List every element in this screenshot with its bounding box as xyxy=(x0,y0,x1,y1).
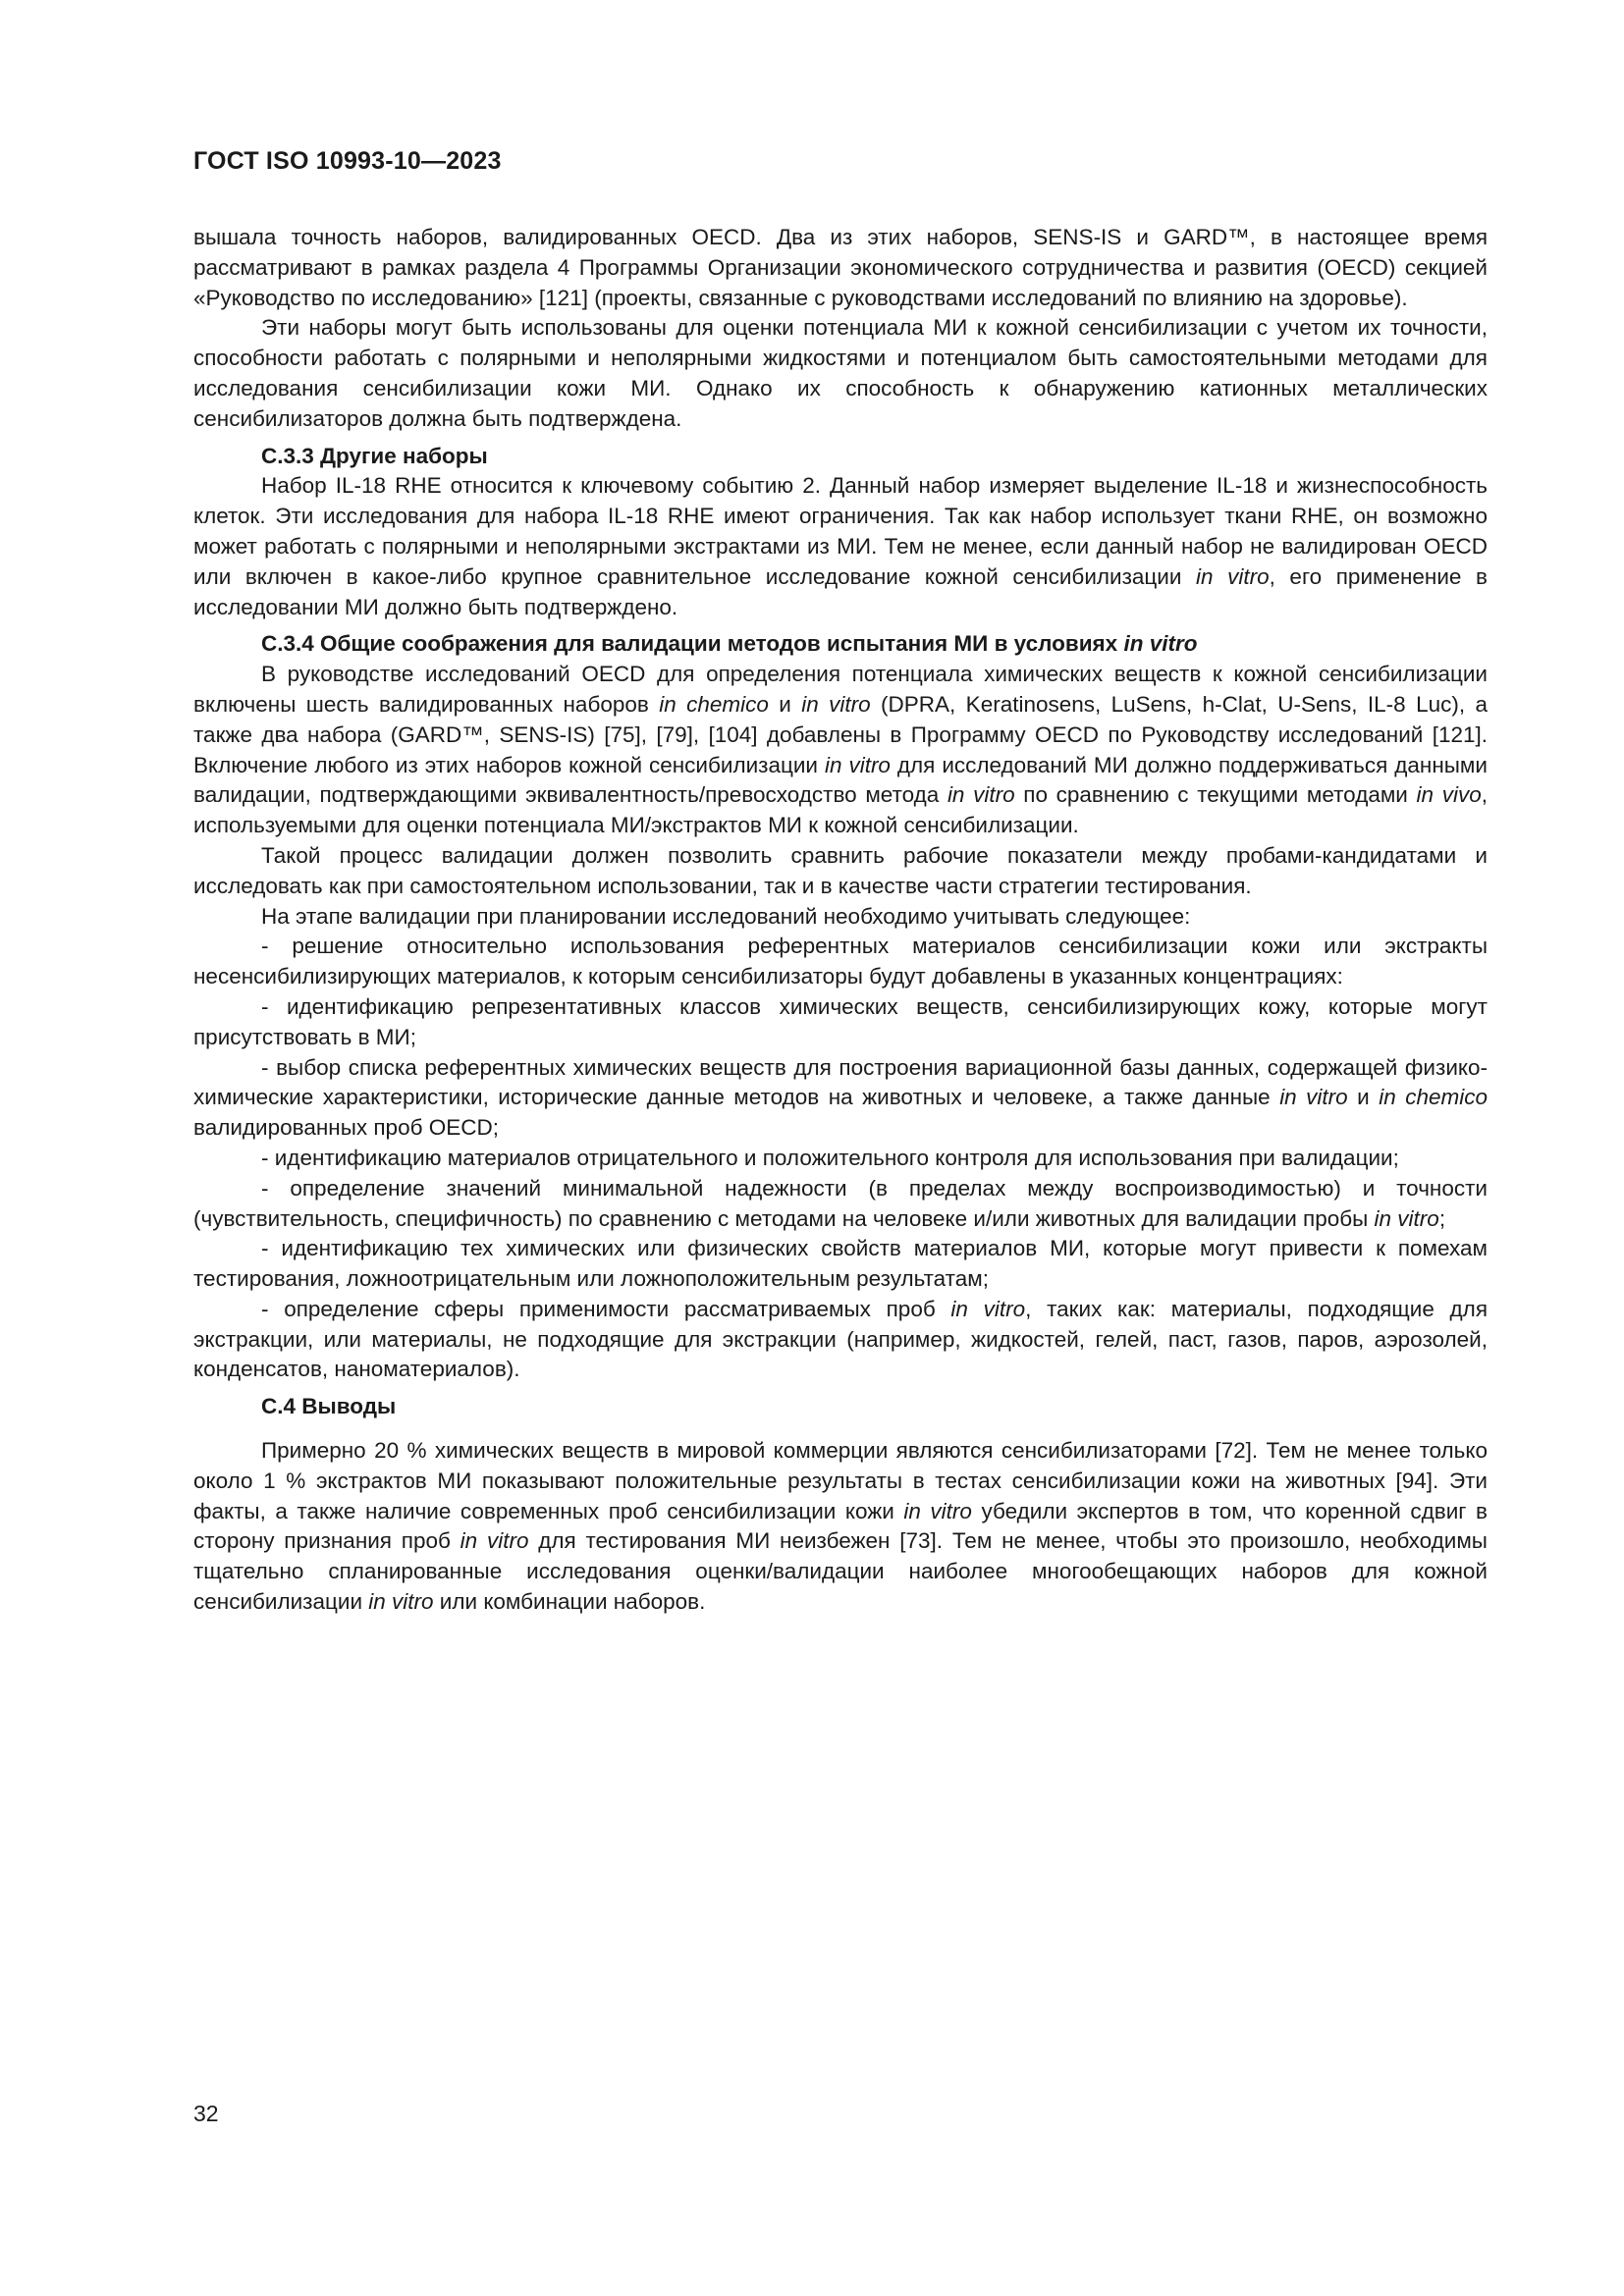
paragraph: Эти наборы могут быть использованы для оценки потенциала МИ к кожной сенсибилизации с учетом их точности, способности работать с полярными и неполярными жидкостями и потенциалом быть самостоятельными методами для исследования сенсибилизации кожи МИ. Однако их способность к обнаружению катионных металлических сенсибилизаторов должна быть подтверждена. xyxy=(193,315,1488,431)
section-heading-c4: С.4 Выводы xyxy=(261,1394,397,1419)
list-item: - идентификацию тех химических или физических свойств материалов МИ, которые могут привести к помехам тестирования, ложноотрицательным или ложноположительным результатам; xyxy=(193,1236,1488,1292)
list-item: - решение относительно использования референтных материалов сенсибилизации кожи или экстракты несенсибилизирующих материалов, к которым сенсибилизаторы будут добавлены в указанных концентрациях: xyxy=(193,934,1488,989)
paragraph: Такой процесс валидации должен позволить сравнить рабочие показатели между пробами-кандидатами и исследовать как при самостоятельном использовании, так и в качестве части стратегии тестирования. xyxy=(193,842,1488,898)
paragraph: вышала точность наборов, валидированных OECD. Два из этих наборов, SENS-IS и GARD™, в настоящее время рассматривают в рамках раздела 4 Программы Организации экономического сотрудничества и развития (OECD) секцией «Руководство по исследованию» [121] (проекты, связанные с руководствами исследований по влиянию на здоровье). xyxy=(193,225,1488,310)
paragraph: На этапе валидации при планировании исследований необходимо учитывать следующее: xyxy=(261,903,1191,929)
page-number: 32 xyxy=(193,2101,219,2126)
section-heading-c34: С.3.4 Общие соображения для валидации методов испытания МИ в условиях in vitro xyxy=(261,631,1198,657)
paragraph: Примерно 20 % химических веществ в мировой коммерции являются сенсибилизаторами [72]. Тем не менее только около 1 % экстрактов МИ показывают положительные результаты в тестах сенсибилизации кожи на животных [94]. Эти факты, а также наличие современных проб сенсибилизации кожи in vitro убедили экспертов в том, что коренной сдвиг в сторону признания проб in vitro для тестирования МИ неизбежен [73]. Тем не менее, чтобы это произошло, необходимы тщательно спланированные исследования оценки/валидации наиболее многообещающих наборов для кожной сенсибилизации in vitro или комбинации наборов. xyxy=(193,1438,1488,1615)
list-item: - определение значений минимальной надежности (в пределах между воспроизводимостью) и точности (чувствительность, специфичность) по сравнению с методами на человеке и/или животных для валидации пробы in vitro; xyxy=(193,1175,1488,1231)
list-item: - идентификацию репрезентативных классов химических веществ, сенсибилизирующих кожу, которые могут присутствовать в МИ; xyxy=(193,993,1488,1049)
section-heading-c33: С.3.3 Другие наборы xyxy=(261,443,488,468)
paragraph: В руководстве исследований OECD для определения потенциала химических веществ к кожной сенсибилизации включены шесть валидированных наборов in chemico и in vitro (DPRA, Keratinosens, LuSens, h-Clat, U-Sens, IL-8 Luc), а также два набора (GARD™, SENS-IS) [75], [79], [104] добавлены в Программу OECD по Руководству исследований [121]. Включение любого из этих наборов кожной сенсибилизации in vitro для исследований МИ должно поддерживаться данными валидации, подтверждающими эквивалентность/превосходство метода in vitro по сравнению с текущими методами in vivo, используемыми для оценки потенциала МИ/экстрактов МИ к кожной сенсибилизации. xyxy=(193,662,1488,838)
list-item: - определение сферы применимости рассматриваемых проб in vitro, таких как: материалы, подходящие для экстракции, или материалы, не подходящие для экстракции (например, жидкостей, гелей, паст, газов, паров, аэрозолей, конденсатов, наноматериалов). xyxy=(193,1296,1488,1382)
list-item: - идентификацию материалов отрицательного и положительного контроля для использования при валидации; xyxy=(261,1145,1399,1170)
document-header: ГОСТ ISO 10993-10—2023 xyxy=(193,147,502,175)
paragraph: Набор IL-18 RHE относится к ключевому событию 2. Данный набор измеряет выделение IL-18 и жизнеспособность клеток. Эти исследования для набора IL-18 RHE имеют ограничения. Так как набор использует ткани RHE, он возможно может работать с полярными и неполярными экстрактами из МИ. Тем не менее, если данный набор не валидирован OECD или включен в какое-либо крупное сравнительное исследование кожной сенсибилизации in vitro, его применение в исследовании МИ должно быть подтверждено. xyxy=(193,473,1488,619)
list-item: - выбор списка референтных химических веществ для построения вариационной базы данных, содержащей физико-химические характеристики, исторические данные методов на животных и человеке, а также данные in vitro и in chemico валидированных проб OECD; xyxy=(193,1054,1488,1141)
document-body xyxy=(193,223,1488,1618)
